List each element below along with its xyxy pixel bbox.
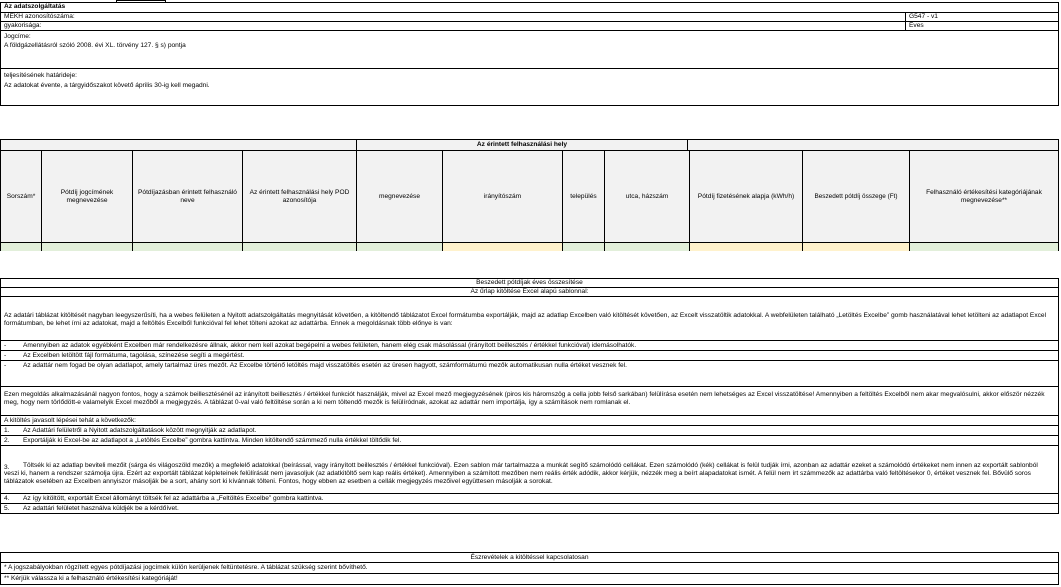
instructions-warning: Ezen megoldás alkalmazásánál nagyon fontos, hogy a számok beillesztésénél az irányított beillesztés / értékkel funkciót használják, mivel az Excel mező megjegyzésének (piros kis háromszög a cella jobb felső sarkában) felülírása esetén nem lehetséges az Excel visszatöltése! Amennyiben a feltöltés Excelből nem akar megvalósulni, akkor először nézzék meg, hogy nem törlődött-e valamelyik Excel mezőből a megjegyzés. A táblázat 0-val való feltöltése során a ki nem töltendő mezők is felülíródnak, azokat az adattár nem importálja, így a számítások nem romlanak el. bbox=[0, 387, 1059, 416]
bullet-text: Az adattár nem fogad be olyan adatlapot, amely tartalmaz üres mezőt. Az Excelbe történő letöltés majd visszatöltés esetén az üresen hagyott, számformátumú mezők automatikusan nulla értéket vesznek fel. bbox=[23, 362, 628, 369]
col-header-payment-base: Pótdíj fizetésének alapja (kWh/h) bbox=[689, 151, 802, 242]
input-cell-surcharge-title[interactable] bbox=[41, 243, 132, 251]
input-cell-consumer-name[interactable] bbox=[132, 243, 242, 251]
deadline-value: Az adatokat évente, a tárgyidőszakot követő április 30-ig kell megadni. bbox=[4, 81, 210, 89]
legal-basis-label: Jogcíme: bbox=[4, 33, 31, 40]
bullet-text: Az Excelben letöltött fájl formátuma, tagolása, színezése segíti a megértést. bbox=[23, 352, 245, 359]
mekh-id-label: MEKH azonosítószáma: bbox=[1, 13, 906, 22]
col-header-pod-id: Az érintett felhasználási hely POD azonosítója bbox=[242, 151, 356, 242]
instructions-section bbox=[0, 278, 1059, 515]
data-table bbox=[0, 139, 1059, 251]
step-text: Az így kitöltött, exportált Excel állományt töltsék fel az adattárba a „Feltöltés Excelbe” gombra kattintva. bbox=[23, 495, 324, 502]
step-4 bbox=[0, 494, 1059, 504]
step-number: 1. bbox=[4, 427, 10, 434]
note-item: ** Kérjük válassza ki a felhasználó értékesítési kategóriáját! bbox=[0, 574, 1059, 585]
bullet-text: Amennyiben az adatok egyébként Excelben már rendelkezésre állnak, akkor nem kell azokat begépelni a webes felületen, hanem elég csak másolással (irányított beillesztés / értékkel funkcióval) idemásolhatók. bbox=[23, 342, 637, 349]
data-provision-section bbox=[0, 2, 1059, 106]
input-cell-payment-base[interactable] bbox=[689, 243, 802, 251]
frequency-label: gyakorisága: bbox=[1, 22, 906, 31]
legal-basis-block bbox=[1, 31, 1058, 69]
instructions-bullet-3 bbox=[0, 361, 1059, 387]
instructions-title: Beszedett pótdíjak éves összesítése bbox=[0, 279, 1059, 288]
col-header-collected-amount: Beszedett pótdíj összege (Ft) bbox=[802, 151, 909, 242]
deadline-block bbox=[1, 69, 1058, 105]
step-3 bbox=[0, 446, 1059, 494]
step-number: 5. bbox=[4, 505, 10, 512]
input-cell-street[interactable] bbox=[604, 243, 689, 251]
step-text: Exportálják ki Excel-be az adatlapot a „Letöltés Excelbe” gombra kattintva. Minden kitöltendő számmező nulla értékkel töltődik fel. bbox=[23, 437, 402, 444]
col-header-consumer-name: Pótdíjazásban érintett felhasználó neve bbox=[132, 151, 242, 242]
instructions-bullet-1 bbox=[0, 341, 1059, 351]
bullet-marker: - bbox=[4, 342, 7, 349]
note-item: * A jogszabályokban rögzített egyes pótdíjazási jogcímek külön kerüljenek feltüntetésre. A táblázat szükség szerint bővíthető. bbox=[0, 563, 1059, 574]
step-2 bbox=[0, 436, 1059, 446]
col-header-serial: Sorszám* bbox=[6, 192, 36, 200]
input-cell-name[interactable] bbox=[356, 243, 442, 251]
step-number: 2. bbox=[4, 437, 10, 444]
col-header-surcharge-title: Pótdíj jogcímének megnevezése bbox=[41, 151, 132, 242]
notes-section bbox=[0, 552, 1059, 585]
legal-basis-value: A földgázellátásról szóló 2008. évi XL. törvény 127. § s) pontja bbox=[4, 41, 186, 49]
notes-title: Észrevételek a kitöltéssel kapcsolatosan bbox=[0, 553, 1059, 563]
step-text: Az Adattári felületről a Nyitott adatszolgáltatások között megnyitják az adatlapot. bbox=[23, 427, 257, 434]
input-cell-zip[interactable] bbox=[442, 243, 562, 251]
instructions-intro: Az adatári táblázat kitöltését nagyban leegyszerűsíti, ha a webes felületen a Nyitott adatszolgáltatás megnyitását követően, a kitöltendő táblázatot Excel formátumba exportálják, majd az adatlap Excelben való kitöltését követően, az Excelt visszatöltik adatokkal. A webfelületen található „Letöltés Excelbe” gomb használatával lehet letölteni az adatlapot Excel formátumban, be lehet írni az adatokat, majd a feltöltés Excelből funkcióval fel lehet tölteni azokat az adattárba. Ennek a megoldásnak több előnye is van: bbox=[0, 297, 1059, 341]
input-cell-sales-category[interactable] bbox=[909, 243, 1058, 251]
instructions-bullet-2 bbox=[0, 351, 1059, 361]
step-number: 3. bbox=[4, 464, 10, 471]
step-text: Az adattári felületet használva küldjék be a kérdőívet. bbox=[23, 505, 179, 512]
step-1 bbox=[0, 426, 1059, 436]
step-5 bbox=[0, 504, 1059, 514]
col-header-sales-category: Felhasználó értékesítési kategóriájának megnevezése** bbox=[909, 151, 1058, 242]
input-cell-serial[interactable] bbox=[1, 243, 41, 251]
deadline-label: teljesítésének határideje: bbox=[4, 72, 77, 79]
group-header-affected-site: Az érintett felhasználási hely bbox=[356, 140, 688, 151]
steps-intro: A kitöltés javasolt lépései tehát a következők: bbox=[0, 416, 1059, 426]
step-number: 4. bbox=[4, 495, 10, 502]
input-cell-city[interactable] bbox=[562, 243, 604, 251]
input-cell-pod-id[interactable] bbox=[242, 243, 356, 251]
col-header-zip: irányítószám bbox=[442, 151, 562, 242]
instructions-subtitle: Az űrlap kitöltése Excel alapú sablonnal: bbox=[0, 288, 1059, 297]
frequency-value: Éves bbox=[906, 22, 1058, 31]
table-input-row bbox=[1, 242, 1058, 250]
mekh-id-value: G547 - v1 bbox=[906, 13, 1058, 22]
bullet-marker: - bbox=[4, 352, 7, 359]
section-title: Az adatszolgáltatás bbox=[1, 3, 1058, 13]
bullet-marker: - bbox=[4, 362, 7, 369]
step-text: Töltsék ki az adatlap beviteli mezőit (sárga és világoszöld mezők) a megfelelő adatokkal (beírással, vagy irányított beillesztés / értékkel funkcióval). Ezen sablon már tartalmazza a munkát segítő számolódó cellákat. Ezen számolódó (kék) cellákat is felül tudják írni, azonban az adattár ezeket a számolódó értékeket nem innen az exportált sablonból veszi ki, hanem a rendszer számolja újra. Ezért az exportált táblázat képleteinek felülírását nem javasoljuk (az adatkitöltő sem kap reális értéket). Amennyiben a számított mezőben nem reális érték adódik, akkor kérjük, nézzék meg a beírt alapadatokat ismét. A felül nem írt számmezők az adattárba való feltöltésekor 0, értéket vesznek fel. Bővülő soros táblázatok esetében az Excelben annyiszor másolják be a sort, ahány sort ki kívánnak tölteni. Fontos, hogy ebben az esetben a cellák megjegyzés mezőivel együttesen másolják a sorokat. bbox=[4, 462, 1038, 485]
input-cell-collected-amount[interactable] bbox=[802, 243, 909, 251]
col-header-name: megnevezése bbox=[356, 151, 442, 242]
col-header-street: utca, házszám bbox=[604, 151, 689, 242]
column-header-row bbox=[1, 151, 1058, 242]
col-header-city: település bbox=[562, 151, 604, 242]
